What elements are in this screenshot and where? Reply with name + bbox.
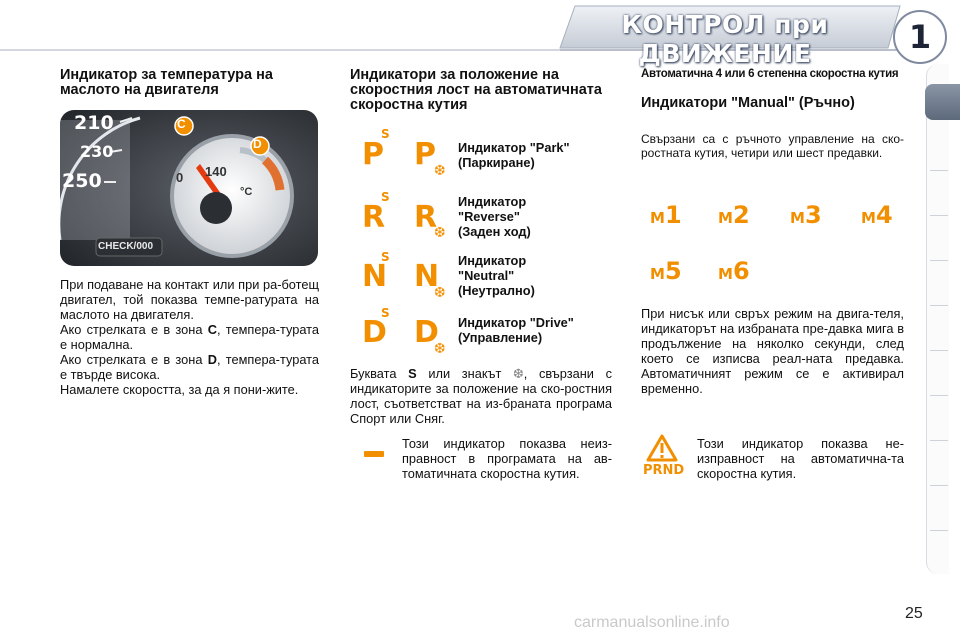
dash-fault-description: Този индикатор показва неиз-правност в програмата на ав-томатичната скоростна кутия. <box>402 436 612 481</box>
sport-snow-note: Буквата S или знакът ❆, свързани с индикаторите за положение на ско-ростния лост, съответстват на из-браната програма Спорт или Сняг. <box>350 366 612 426</box>
neutral-indicator-label: Индикатор "Neutral" (Неутрално) <box>458 253 535 298</box>
gear-indicators-heading: Индикатори за положение на скоростния лост на автоматичната скоростна кутия <box>350 67 602 113</box>
snow-icon: ❆ <box>434 284 446 300</box>
tab-divider <box>930 305 948 306</box>
side-tab-strip <box>926 64 949 574</box>
paragraph: Намалете скоростта, за да я пони-жите. <box>60 382 299 397</box>
snow-icon: ❆ <box>434 340 446 356</box>
tab-divider <box>930 440 948 441</box>
scale-label: 250 <box>62 170 102 192</box>
park-indicator-icon: P <box>362 137 384 172</box>
prnd-fault-description: Този индикатор показва не-изправност на автоматична-та скоростна кутия. <box>697 436 904 481</box>
drive-indicator-icon: D <box>414 315 439 350</box>
neutral-indicator-icon: N <box>362 259 388 294</box>
watermark: carmanualsonline.info <box>574 614 730 631</box>
reverse-indicator-label: Индикатор "Reverse" (Заден ход) <box>458 194 531 239</box>
drive-indicator-label: Индикатор "Drive" (Управление) <box>458 315 574 345</box>
dash-fault-icon <box>364 451 384 457</box>
scale-label: 210 <box>74 112 114 134</box>
manual-intro: Свързани са с ръчното управление на ско-ростната кутия, четири или шест предавки. <box>641 132 904 160</box>
sport-s-icon: S <box>381 250 390 264</box>
paragraph: Ако стрелката е в зона C, темпера-турата е нормална. <box>60 322 319 352</box>
tab-divider <box>930 170 948 171</box>
sport-s-icon: S <box>381 127 390 141</box>
warning-triangle-icon <box>646 434 678 462</box>
unit-label: °C <box>240 186 253 198</box>
park-indicator-icon: P <box>414 137 436 172</box>
manual-indicators-heading: Индикатори "Manual" (Ръчно) <box>641 95 855 111</box>
tab-divider <box>930 485 948 486</box>
oil-temp-heading: Индикатор за температура на маслото на двигателя <box>60 67 273 98</box>
paragraph: При подаване на контакт или при ра-ботещ двигател, той показва темпе-ратурата на маслото на двигателя. <box>60 277 319 322</box>
side-tab-active[interactable] <box>925 84 960 120</box>
zone-c-marker: C <box>177 117 186 131</box>
scale-label: 230 <box>80 142 114 161</box>
manual-gear-2-icon: M2 <box>718 201 750 229</box>
dial-label: 140 <box>205 164 227 179</box>
reverse-indicator-icon: R <box>362 200 386 235</box>
neutral-indicator-icon: N <box>414 259 440 294</box>
tab-divider <box>930 260 948 261</box>
dial-label: 0 <box>176 170 184 185</box>
paragraph: Ако стрелката е в зона D, темпера-турата е твърде висока. <box>60 352 319 382</box>
manual-gear-3-icon: M3 <box>790 201 822 229</box>
manual-gear-6-icon: M6 <box>718 257 750 285</box>
snow-icon: ❆ <box>434 162 446 178</box>
tab-divider <box>930 530 948 531</box>
snow-icon: ❆ <box>434 224 446 240</box>
manual-gear-4-icon: M4 <box>861 201 893 229</box>
tab-divider <box>930 215 948 216</box>
drive-indicator-icon: D <box>362 315 387 350</box>
reverse-indicator-icon: R <box>414 200 438 235</box>
tab-divider <box>930 395 948 396</box>
gearbox-subtitle: Автоматична 4 или 6 степенна скоростна кутия <box>641 68 899 80</box>
page-title: КОНТРОЛ при ДВИЖЕНИЕ <box>621 10 829 68</box>
tab-divider <box>930 350 948 351</box>
manual-description: При нисък или свръх режим на двига-теля, индикаторът на избраната пре-давка мига в продължение на няколко секунди, след което се изписва реал-ната предавка. Автоматичният режим се е активирал временно. <box>641 306 904 396</box>
park-indicator-label: Индикатор "Park" (Паркиране) <box>458 140 570 170</box>
zone-d-marker: D <box>253 137 262 151</box>
sport-s-icon: S <box>381 190 390 204</box>
oil-temp-description <box>60 277 319 397</box>
check-button: CHECK/000 <box>98 241 154 252</box>
page-number: 25 <box>905 605 923 622</box>
sport-s-icon: S <box>381 306 390 320</box>
manual-gear-1-icon: M1 <box>650 201 682 229</box>
manual-gear-5-icon: M5 <box>650 257 682 285</box>
chapter-number: 1 <box>893 10 947 64</box>
prnd-fault-icon: PRND <box>643 463 685 478</box>
oil-temp-gauge-image <box>60 110 318 266</box>
